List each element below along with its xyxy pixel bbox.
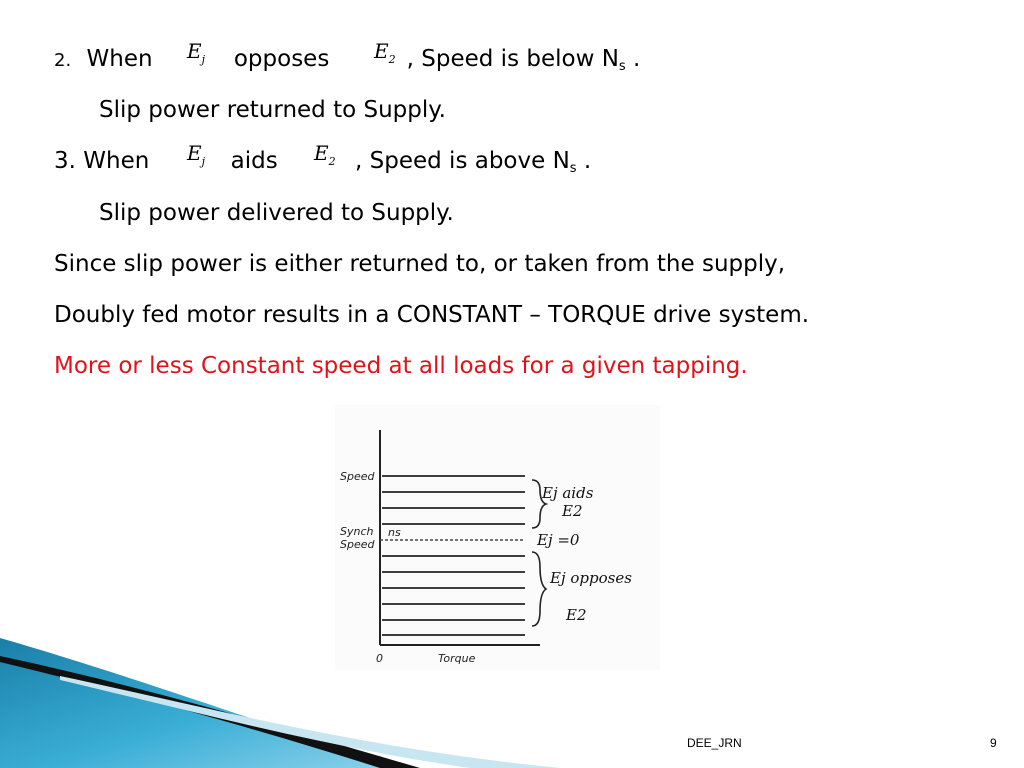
line-returned: Slip power returned to Supply. bbox=[99, 97, 446, 123]
item-number: 2. bbox=[54, 50, 72, 71]
aids-note-e2: E2 bbox=[562, 502, 583, 520]
diagram-background bbox=[335, 405, 660, 670]
e2-symbol: $E_2$ bbox=[314, 141, 336, 168]
line-end: . bbox=[576, 148, 592, 174]
ns-subscript: s bbox=[618, 59, 626, 74]
origin-label: 0 bbox=[376, 652, 383, 665]
torque-label: Torque bbox=[438, 652, 476, 665]
speed-torque-diagram bbox=[330, 400, 665, 675]
line-since: Since slip power is either returned to, or taken from the supply, bbox=[54, 251, 786, 277]
when-word: When bbox=[86, 46, 153, 72]
footer-label: DEE_JRN bbox=[687, 736, 742, 750]
aids-word: aids bbox=[230, 148, 278, 174]
line-delivered: Slip power delivered to Supply. bbox=[99, 200, 454, 226]
line-3 bbox=[54, 141, 592, 184]
item-number-when: 3. When bbox=[54, 148, 150, 174]
zero-note: Ej =0 bbox=[537, 531, 580, 549]
line-end: . bbox=[625, 46, 641, 72]
opposes-note-e2: E2 bbox=[566, 606, 587, 624]
ej-symbol: $E_j$ bbox=[187, 39, 206, 66]
e2-symbol: $E_2$ bbox=[374, 39, 396, 66]
aids-note: Ej aids bbox=[542, 484, 594, 502]
ns-label: ns bbox=[388, 526, 401, 539]
line-2 bbox=[54, 39, 641, 82]
line-constant-speed: More or less Constant speed at all loads for a given tapping. bbox=[54, 353, 748, 379]
opposes-word: opposes bbox=[233, 46, 330, 72]
synch-label: Synch bbox=[340, 525, 374, 538]
speed-label: Speed bbox=[340, 470, 375, 483]
synch-speed-label: Speed bbox=[340, 538, 375, 551]
speed-above-text: , Speed is above N bbox=[355, 148, 570, 174]
speed-below-text: , Speed is below N bbox=[406, 46, 619, 72]
footer-swoosh bbox=[0, 638, 560, 768]
ns-subscript: s bbox=[569, 161, 577, 176]
line-doubly-fed: Doubly fed motor results in a CONSTANT – TORQUE drive system. bbox=[54, 302, 810, 328]
page-number: 9 bbox=[990, 736, 997, 750]
opposes-note: Ej opposes bbox=[550, 569, 632, 587]
ej-symbol: $E_j$ bbox=[187, 141, 206, 168]
